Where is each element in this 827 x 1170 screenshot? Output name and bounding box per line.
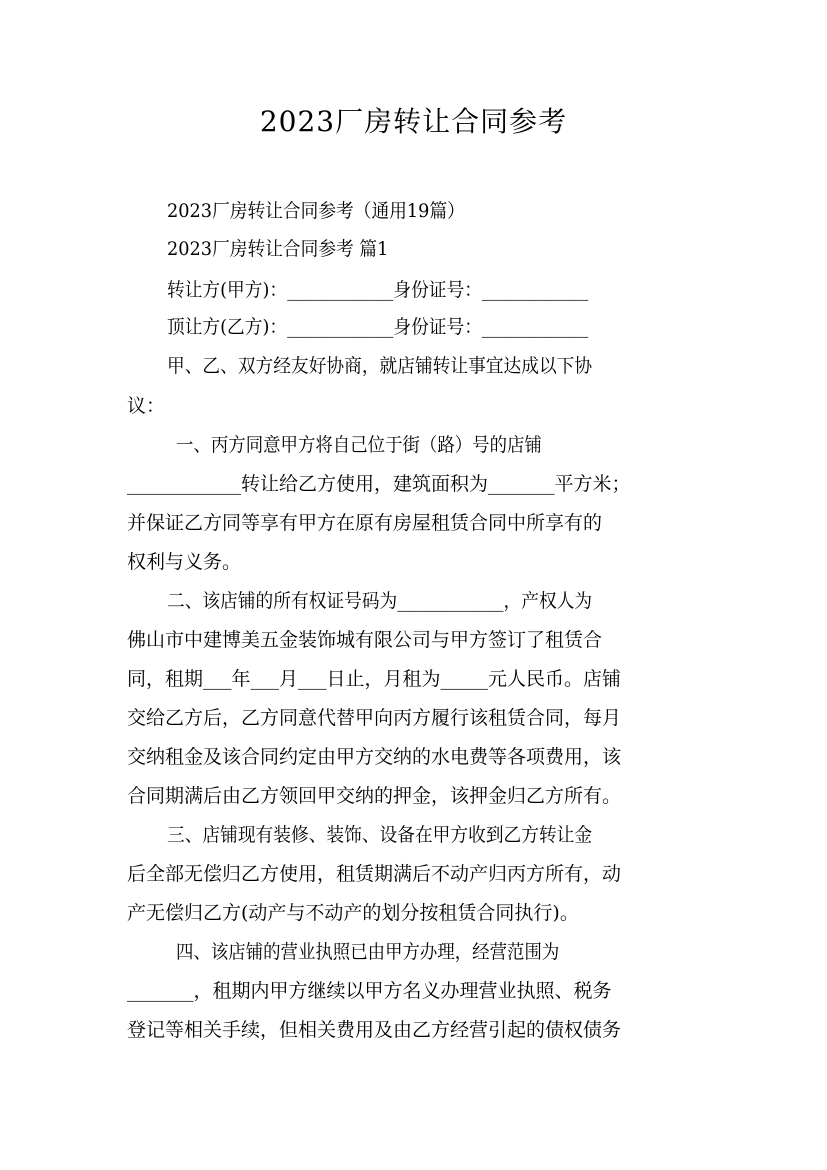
- paragraph-line: 产无偿归乙方(动产与不动产的划分按租赁合同执行)。: [127, 902, 579, 924]
- section-heading: 2023厂房转让合同参考 篇1: [167, 238, 389, 260]
- subtitle-line: 2023厂房转让合同参考（通用19篇）: [167, 200, 465, 222]
- paragraph-line: 合同期满后由乙方领回甲交纳的押金，该押金归乙方所有。: [127, 785, 622, 807]
- paragraph-line: 一、丙方同意甲方将自己位于街（路）号的店铺: [176, 434, 542, 456]
- document-title: 2023厂房转让合同参考: [259, 105, 568, 138]
- paragraph-line: 佛山市中建博美五金装饰城有限公司与甲方签订了租赁合: [127, 629, 603, 651]
- paragraph-line: 二、该店铺的所有权证号码为____________，产权人为: [167, 590, 593, 612]
- paragraph-line: 甲、乙、双方经友好协商，就店铺转让事宜达成以下协: [167, 355, 593, 377]
- party-a-line: 转让方(甲方)：____________身份证号：____________: [167, 279, 589, 301]
- party-b-line: 顶让方(乙方)：____________身份证号：____________: [167, 316, 589, 338]
- paragraph-line: 后全部无偿归乙方使用，租赁期满后不动产归丙方所有，动: [127, 863, 622, 885]
- paragraph-line: 权利与义务。: [127, 551, 242, 573]
- paragraph-line: 交给乙方后，乙方同意代替甲向丙方履行该租赁合同，每月: [127, 707, 622, 729]
- paragraph-line: 登记等相关手续，但相关费用及由乙方经营引起的债权债务: [127, 1019, 622, 1041]
- paragraph-line: ____________转让给乙方使用，建筑面积为_______平方米；: [127, 473, 631, 495]
- paragraph-line: 三、店铺现有装修、装饰、设备在甲方收到乙方转让金: [167, 824, 593, 846]
- paragraph-line: 四、该店铺的营业执照已由甲方办理，经营范围为: [176, 941, 560, 963]
- paragraph-line: 并保证乙方同等享有甲方在原有房屋租赁合同中所享有的: [127, 512, 603, 534]
- paragraph-line: _______，租期内甲方继续以甲方名义办理营业执照、税务: [127, 980, 612, 1002]
- paragraph-line: 同，租期___年___月___日止，月租为_____元人民币。店铺: [127, 668, 622, 690]
- paragraph-line: 议：: [127, 395, 166, 417]
- paragraph-line: 交纳租金及该合同约定由甲方交纳的水电费等各项费用，该: [127, 746, 622, 768]
